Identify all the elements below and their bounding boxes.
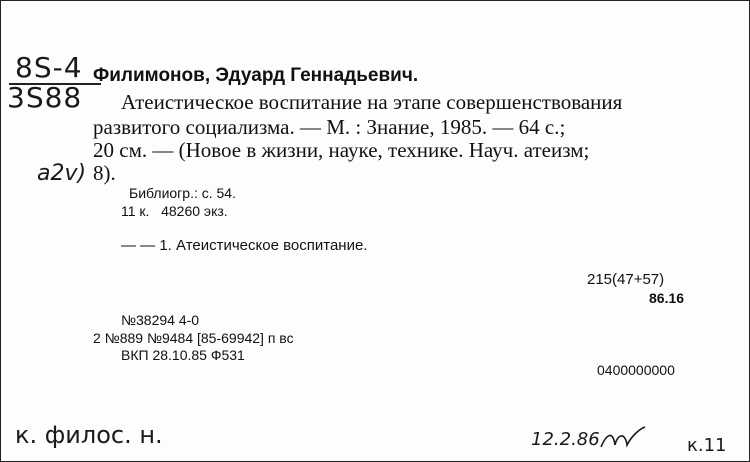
order-code: №38294 4-0 — [121, 312, 200, 328]
title-line-1: Атеистическое воспитание на этапе совершенствования — [121, 90, 623, 114]
handwritten-initials: к.11 — [687, 435, 727, 456]
barcode-number: 0400000000 — [597, 362, 675, 378]
bibliography-note: Библиогр.: с. 54. — [129, 185, 236, 201]
classification-1: 215(47+57) — [587, 271, 665, 288]
author-mark: a2v) — [37, 161, 87, 186]
call-number-bottom: 3S88 — [7, 81, 83, 114]
title-line-3: 20 см. — (Новое в жизни, науке, технике. Науч. атеизм; — [93, 138, 590, 162]
classification-2: 86.16 — [649, 290, 685, 306]
price-run-note: 11 к. 48260 экз. — [121, 203, 228, 219]
title-line-4: 8). — [93, 161, 116, 185]
handwritten-signature — [599, 425, 647, 453]
heading-author: Филимонов, Эдуард Геннадьевич. — [93, 65, 419, 86]
vkp-code: ВКП 28.10.85 Ф531 — [121, 347, 245, 363]
call-number-top: 8S-4 — [15, 51, 83, 84]
handwritten-degree: к. филос. н. — [15, 421, 163, 449]
title-line-2: развитого социализма. — М. : Знание, 1985. — 64 с.; — [93, 115, 566, 139]
registry-code: 2 №889 №9484 [85-69942] п вс — [93, 330, 294, 346]
handwritten-date: 12.2.86 — [531, 429, 600, 450]
subject-heading: — — 1. Атеистическое воспитание. — [121, 237, 368, 254]
